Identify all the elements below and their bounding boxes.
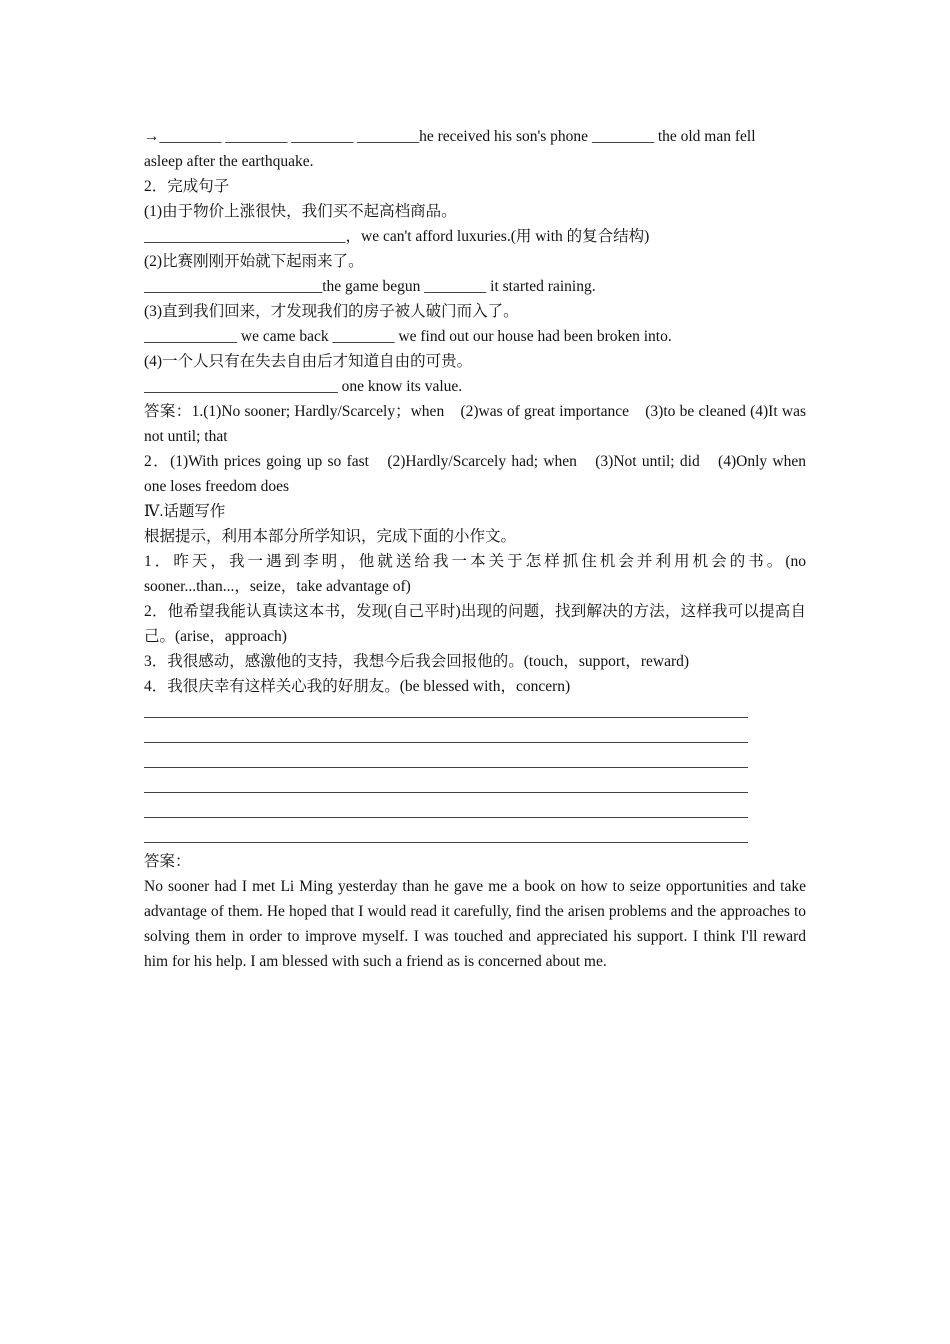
answers-paragraph-1: 答案：1.(1)No sooner; Hardly/Scarcely；when (2)was of great importance (3)to be cleaned (4)It was not until; that — [144, 403, 806, 445]
arrow-sentence-line: →________ ________ ________ ________he received his son's phone ________ the old man fell — [144, 128, 756, 145]
arrow-sentence-cont: asleep after the earthquake. — [144, 153, 314, 170]
writing-line[interactable]: ______________________________________________________________________________ — [144, 828, 748, 845]
answer-essay: No sooner had I met Li Ming yesterday than he gave me a book on how to seize opportunities and take advantage of them. He hoped that I would read it carefully, find the arisen problems and the approaches to solving them in order to improve myself. I was touched and appreciated his support. I think I'll reward him for his help. I am blessed with such a friend as is concerned about me. — [144, 878, 806, 970]
sentence-prompt-1: (1)由于物价上涨很快，我们买不起高档商品。 — [144, 203, 457, 220]
topic-item-1: 1．昨天，我一遇到李明，他就送给我一本关于怎样抓住机会并利用机会的书。(no sooner...than...，seize，take advantage of) — [144, 553, 806, 595]
sentence-prompt-3: (3)直到我们回来，才发现我们的房子被人破门而入了。 — [144, 303, 519, 320]
topic-writing-heading: Ⅳ.话题写作 — [144, 503, 226, 520]
writing-line[interactable]: ______________________________________________________________________________ — [144, 703, 748, 720]
complete-sentences-heading: 2．完成句子 — [144, 178, 230, 195]
sentence-blank-4: _________________________ one know its value. — [144, 378, 463, 395]
writing-line[interactable]: ______________________________________________________________________________ — [144, 803, 748, 820]
topic-item-2: 2．他希望我能认真读这本书，发现(自己平时)出现的问题，找到解决的方法，这样我可以提高自己。(arise，approach) — [144, 603, 806, 645]
writing-line[interactable]: ______________________________________________________________________________ — [144, 753, 748, 770]
topic-item-3: 3．我很感动，感激他的支持，我想今后我会回报他的。(touch，support，reward) — [144, 653, 690, 670]
sentence-blank-1: __________________________，we can't afford luxuries.(用 with 的复合结构) — [144, 228, 650, 245]
document-page — [144, 124, 806, 974]
answers-paragraph-2: 2．(1)With prices going up so fast (2)Hardly/Scarcely had; when (3)Not until; did (4)Only when one loses freedom does — [144, 453, 806, 495]
writing-line[interactable]: ______________________________________________________________________________ — [144, 778, 748, 795]
sentence-prompt-2: (2)比赛刚刚开始就下起雨来了。 — [144, 253, 364, 270]
topic-writing-instruction: 根据提示，利用本部分所学知识，完成下面的小作文。 — [144, 528, 517, 545]
sentence-prompt-4: (4)一个人只有在失去自由后才知道自由的可贵。 — [144, 353, 473, 370]
answer-label: 答案： — [144, 853, 191, 870]
topic-item-4: 4．我很庆幸有这样关心我的好朋友。(be blessed with，concern) — [144, 678, 571, 695]
writing-line[interactable]: ______________________________________________________________________________ — [144, 728, 748, 745]
arrow-sentence — [144, 124, 806, 174]
sentence-blank-2: _______________________the game begun ________ it started raining. — [144, 278, 596, 295]
sentence-blank-3: ____________ we came back ________ we find out our house had been broken into. — [144, 328, 672, 345]
